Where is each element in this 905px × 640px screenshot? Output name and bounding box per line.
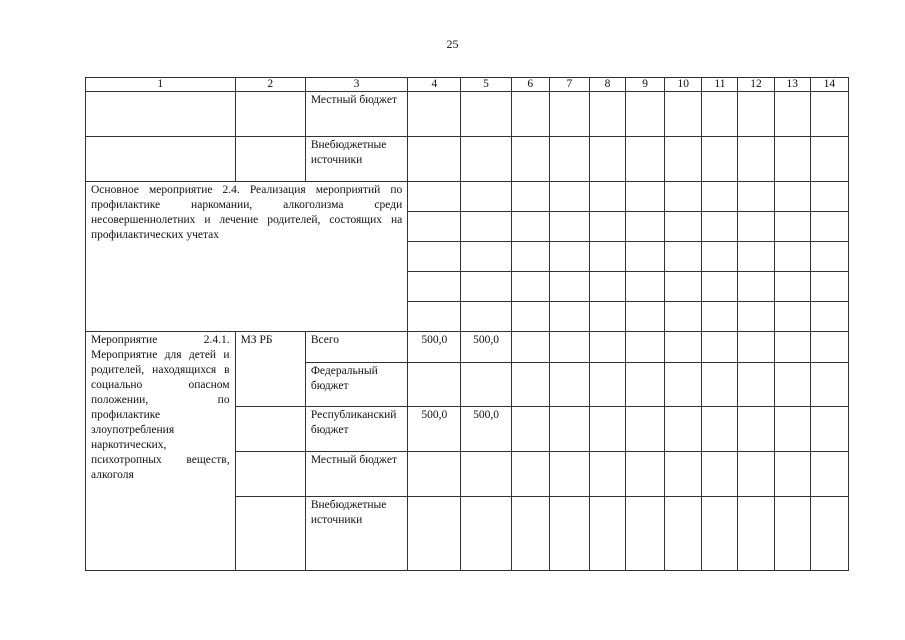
value-cell: [408, 452, 461, 497]
header-cell: 7: [549, 78, 589, 92]
funding-source-label: Федеральный бюджет: [310, 365, 378, 392]
value-cell: [461, 407, 511, 452]
executor-cell: [235, 332, 305, 407]
page-number: 25: [446, 37, 459, 51]
header-cell: 14: [810, 78, 848, 92]
funding-source-cell: [305, 92, 407, 137]
header-cell: 10: [665, 78, 702, 92]
header-cell: 2: [235, 78, 305, 92]
value-cell: [408, 332, 461, 363]
funding-source-label: Внебюджетные источники: [310, 499, 387, 526]
value-cell: [408, 497, 461, 571]
funding-source-label: Внебюджетные источники: [310, 139, 387, 166]
value-col5: [461, 452, 510, 453]
funding-source-cell: [305, 497, 407, 571]
header-cell: 5: [461, 78, 511, 92]
header-cell: 1: [86, 78, 236, 92]
header-cell: 11: [702, 78, 738, 92]
value-col4: 500,0: [421, 334, 448, 346]
funding-source-cell: [305, 407, 407, 452]
value-col4: [408, 363, 460, 364]
header-cell: 8: [589, 78, 625, 92]
value-col5: [461, 363, 510, 364]
main-event-title: Основное мероприятие 2.4. Реализация мероприятий по профилактике наркомании, алкоголизма среди несовершеннолетних и лечение родителей, состоящих на профилактических учетах: [91, 184, 403, 241]
empty-cell: [86, 137, 236, 182]
table-row: [86, 137, 849, 182]
funding-source-cell: [305, 332, 407, 363]
header-cell: 9: [626, 78, 665, 92]
empty-cell: [235, 452, 305, 497]
empty-cell: [235, 407, 305, 452]
funding-source-label: Местный бюджет: [310, 454, 397, 466]
value-col4: [408, 452, 460, 453]
funding-source-cell: [305, 452, 407, 497]
empty-cell: [235, 497, 305, 571]
value-cell: [461, 363, 511, 407]
table-row: [86, 332, 849, 363]
value-col5: 500,0: [473, 334, 499, 346]
value-cell: [461, 452, 511, 497]
executor-label: МЗ РБ: [240, 334, 273, 346]
value-col5: [461, 497, 510, 498]
event-title: Мероприятие 2.4.1. Мероприятие для детей и родителей, находящихся в социально опасном положении, по профилактике злоупотребления наркотических, психотропных веществ, алкоголя: [91, 334, 230, 481]
funding-source-cell: [305, 363, 407, 407]
value-col4: [408, 497, 460, 498]
funding-source-label: Местный бюджет: [310, 94, 397, 106]
value-col5: 500,0: [473, 409, 499, 421]
empty-cell: [86, 92, 236, 137]
funding-source-label: Республиканский бюджет: [310, 409, 397, 436]
empty-cell: [235, 92, 305, 137]
header-cell: 3: [305, 78, 407, 92]
value-cell: [408, 407, 461, 452]
table-row: [86, 182, 849, 212]
value-cell: [461, 332, 511, 363]
main-event-cell: [86, 182, 408, 332]
table-row: [86, 92, 849, 137]
header-cell: 12: [738, 78, 774, 92]
budget-table: [85, 77, 849, 571]
value-cell: [461, 497, 511, 571]
value-col4: 500,0: [421, 409, 448, 421]
header-cell: 6: [511, 78, 549, 92]
value-cell: [408, 363, 461, 407]
header-cell: 4: [408, 78, 461, 92]
header-row: [86, 78, 849, 92]
header-cell: 13: [774, 78, 810, 92]
funding-source-cell: [305, 137, 407, 182]
funding-source-label: Всего: [310, 334, 340, 346]
empty-cell: [235, 137, 305, 182]
event-title-cell: [86, 332, 236, 571]
